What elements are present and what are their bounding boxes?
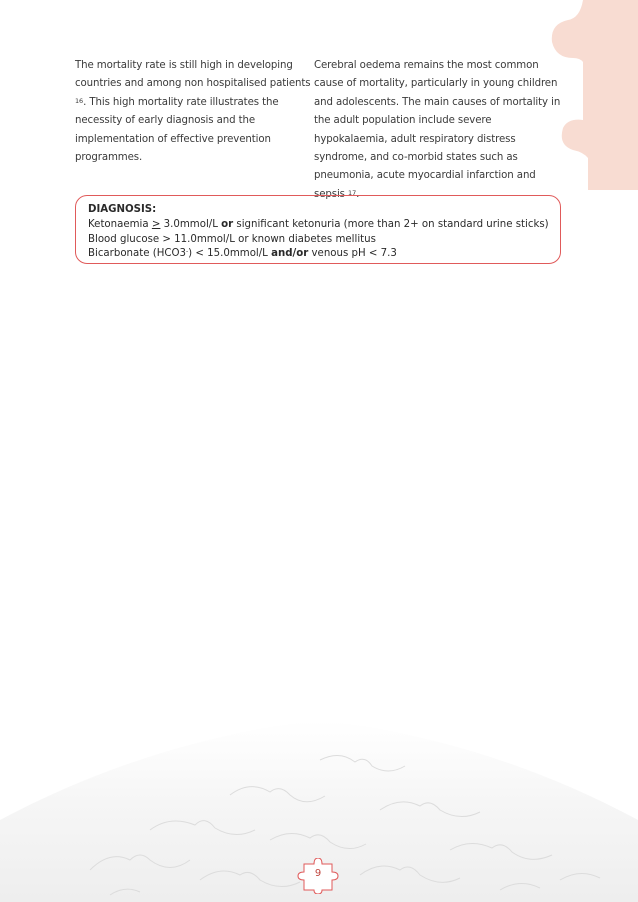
diagnosis-box [75,195,561,264]
mortality-paragraph: The mortality rate is still high in developing countries and among non hospitalised patients $^{16}$. This high mortality rate illustrates the necessity of early diagnosis and the implementation of effective prevention programmes. [75,60,311,164]
cerebral-oedema-paragraph: Cerebral oedema remains the most common cause of mortality, particularly in young children and adolescents. The main causes of mortality in the adult population include severe hypokalaemia, adult respiratory distress syndrome, and co-morbid states such as pneumonia, acute myocardial infarction and sepsis $^{17}$. [314,60,561,200]
greater-equal-symbol: > [151,219,161,231]
diagnosis-ketonaemia-line: Ketonaemia > 3.0mmol/L or significant ketonuria (more than 2+ on standard urine sticks) [88,219,549,231]
diagnosis-title: DIAGNOSIS: [88,204,157,215]
page-number-badge [296,858,340,894]
left-text-column [75,57,313,167]
right-text-column [314,57,564,204]
reference-16: 16 [75,96,84,105]
page-number: 9 [314,868,322,879]
diagnosis-glucose-line: Blood glucose > 11.0mmol/L or known diabetes mellitus [88,233,376,245]
diagnosis-bicarbonate-line: Bicarbonate (HCO3-) < 15.0mmol/L and/or venous pH < 7.3 [88,248,397,260]
reference-17: 17 [348,188,357,197]
